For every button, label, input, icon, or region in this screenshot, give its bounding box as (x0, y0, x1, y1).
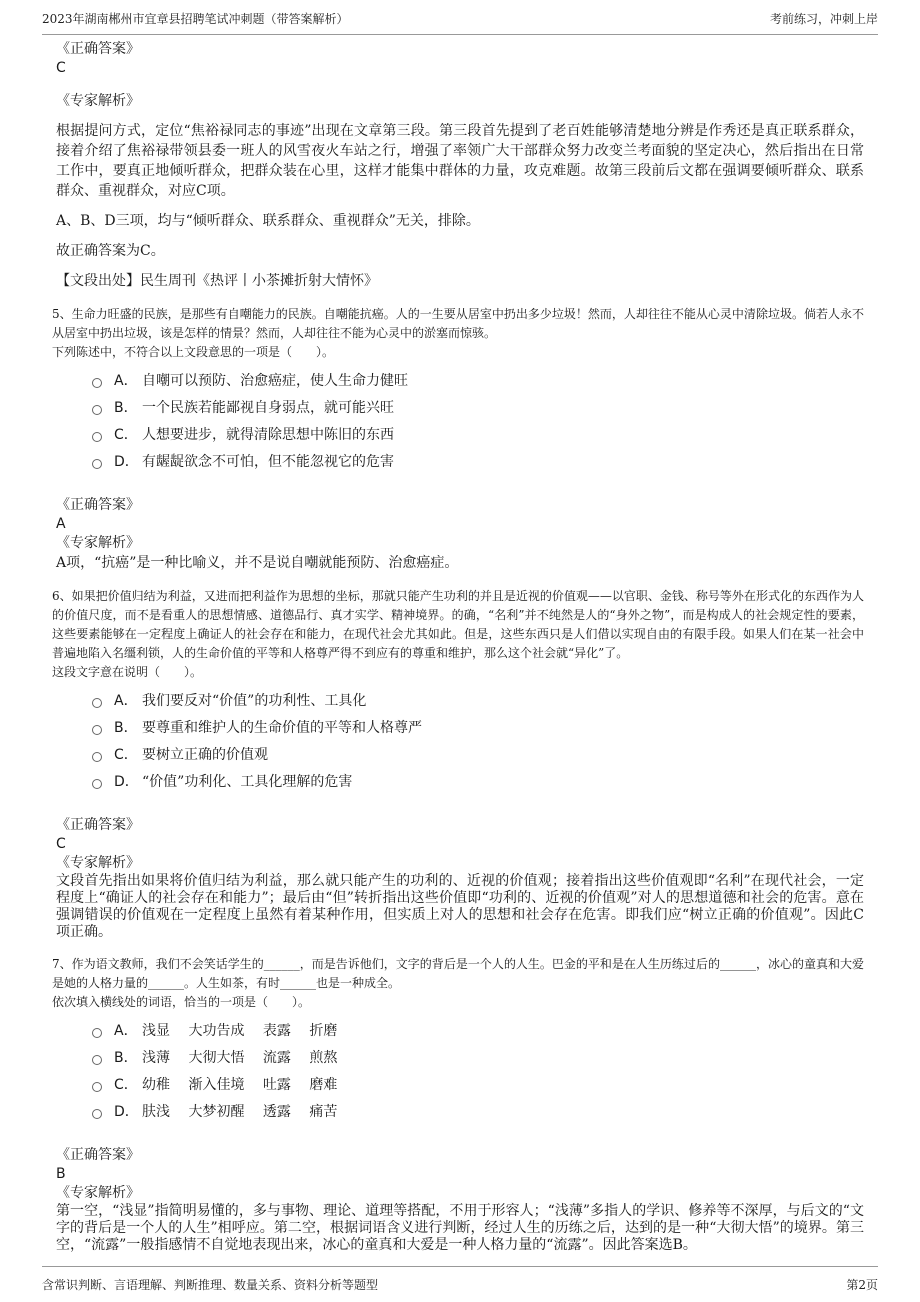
q7-analysis-label: 《专家解析》 (56, 1185, 140, 1201)
q4-analysis-paragraph: 故正确答案为C。 (56, 243, 165, 259)
q5-analysis: A项，“抗癌”是一种比喻义，并不是说自嘲就能预防、治愈癌症。 (56, 555, 459, 571)
q7-stem: 7、作为语文教师，我们不会笑话学生的______，而是告诉他们，文字的背后是一个人的人生。巴金的平和是在人生历练过后的______，冰心的童真和大爱是她的人格力量的______。人生如茶，有时______也是一种成全。 (52, 957, 864, 990)
q6-answer-label: 《正确答案》 (56, 817, 140, 833)
q4-answer: C (56, 60, 66, 76)
q4-source: 【文段出处】民生周刊《热评丨小茶摊折射大情怀》 (56, 273, 378, 289)
q5-option-d[interactable]: D． 有龌龊欲念不可怕，但不能忽视它的危害 (92, 447, 864, 474)
q6-question: 这段文字意在说明（ ）。 (52, 665, 203, 679)
q5-answer: A (56, 516, 66, 532)
q5-option-b[interactable]: B． 一个民族若能鄙视自身弱点，就可能兴旺 (92, 393, 864, 420)
q7-question: 依次填入横线处的词语，恰当的一项是（ ）。 (52, 995, 311, 1009)
page-content (52, 40, 864, 1254)
q6-option-a[interactable]: A． 我们要反对“价值”的功利性、工具化 (92, 686, 864, 713)
footer-note: 含常识判断、言语理解、判断推理、数量关系、资料分析等题型 (42, 1278, 379, 1292)
q6-answer: C (56, 836, 66, 852)
q5-option-c[interactable]: C． 人想要进步，就得清除思想中陈旧的东西 (92, 420, 864, 447)
q6-option-b[interactable]: B． 要尊重和维护人的生命价值的平等和人格尊严 (92, 713, 864, 740)
page-footer (42, 1266, 878, 1293)
q7-answer-label: 《正确答案》 (56, 1147, 140, 1163)
radio-icon[interactable] (92, 698, 102, 708)
q7-answer: B (56, 1166, 66, 1182)
q5-option-a[interactable]: A． 自嘲可以预防、治愈癌症，使人生命力健旺 (92, 366, 864, 393)
q7-analysis: 第一空，“浅显”指简明易懂的，多与事物、理论、道理等搭配，不用于形容人；“浅薄”多指人的学识、修养等不深厚，与后文的“文字的背后是一个人的人生”相呼应。第二空，根据词语含义进行判断，经过人生的历练之后，达到的是一种“大彻大悟”的境界。第三空，“流露”一般指感情不自觉地表现出来，冰心的童真和大爱是一种人格力量的“流露”。因此答案选B。 (56, 1203, 864, 1253)
radio-icon[interactable] (92, 1055, 102, 1065)
q7-options (92, 1016, 864, 1124)
page-header (42, 10, 878, 35)
header-title: 2023年湖南郴州市宜章县招聘笔试冲刺题（带答案解析） (42, 12, 349, 26)
q7-option-d[interactable]: D． 肤浅 大梦初醒 透露 痛苦 (92, 1097, 864, 1124)
radio-icon[interactable] (92, 779, 102, 789)
q6-analysis: 文段首先指出如果将价值归结为利益，那么就只能产生的功利的、近视的价值观；接着指出这些价值观即“名利”在现代社会，一定程度上“确证人的社会存在和能力”；最后由“但”转折指出这些价值即“功利的、近视的价值观”对人的思想道德和社会的危害。意在强调错误的价值观在一定程度上虽然有着某种作用，但实质上对人的思想和社会存在危害。即我们应“树立正确的价值观”。因此C项正确。 (56, 873, 864, 940)
q6-option-c[interactable]: C． 要树立正确的价值观 (92, 740, 864, 767)
q4-answer-label: 《正确答案》 (56, 41, 140, 57)
q5-answer-label: 《正确答案》 (56, 497, 140, 513)
q7-option-a[interactable]: A． 浅显 大功告成 表露 折磨 (92, 1016, 864, 1043)
q4-analysis-label: 《专家解析》 (56, 93, 140, 109)
radio-icon[interactable] (92, 1109, 102, 1119)
q6-options (92, 686, 864, 794)
q7-option-c[interactable]: C． 幼稚 渐入佳境 吐露 磨难 (92, 1070, 864, 1097)
radio-icon[interactable] (92, 725, 102, 735)
q5-question: 下列陈述中，不符合以上文段意思的一项是（ ）。 (52, 345, 335, 359)
radio-icon[interactable] (92, 432, 102, 442)
radio-icon[interactable] (92, 1028, 102, 1038)
radio-icon[interactable] (92, 405, 102, 415)
header-slogan: 考前练习，冲刺上岸 (769, 12, 878, 26)
q6-option-d[interactable]: D． “价值”功利化、工具化理解的危害 (92, 767, 864, 794)
q4-analysis-paragraph: A、B、D三项，均与“倾听群众、联系群众、重视群众”无关，排除。 (56, 213, 480, 229)
q4-analysis-paragraph: 根据提问方式，定位“焦裕禄同志的事迹”出现在文章第三段。第三段首先提到了老百姓能够清楚地分辨是作秀还是真正联系群众，接着介绍了焦裕禄带领县委一班人的风雪夜火车站之行，增强了率领广大干部群众努力改变兰考面貌的坚定决心，然后指出在日常工作中，要真正地倾听群众，把群众装在心里，这样才能集中群体的力量，攻克难题。故第三段前后文都在强调要倾听群众、联系群众、重视群众，对应C项。 (56, 123, 864, 199)
q6-stem: 6、如果把价值归结为利益，又进而把利益作为思想的坐标，那就只能产生功利的并且是近视的价值观——以官职、金钱、称号等外在形式化的东西作为人的价值尺度，而不是看重人的思想情感、道德品行、真才实学、精神境界。的确，“名利”并不纯然是人的“身外之物”，而是构成人的社会规定性的要素，这些要素能够在一定程度上确证人的社会存在和能力，在现代社会尤其如此。但是，这些东西只是人们借以实现自由的有限手段。如果人们在某一社会中普遍地陷入名缰利锁，人的生命价值的平等和人格尊严得不到应有的尊重和维护，那么这个社会就“异化”了。 (52, 589, 864, 660)
radio-icon[interactable] (92, 1082, 102, 1092)
q5-stem: 5、生命力旺盛的民族，是那些有自嘲能力的民族。自嘲能抗癌。人的一生要从居室中扔出多少垃圾！然而，人却往往不能从心灵中清除垃圾。倘若人永不从居室中扔出垃圾，该是怎样的情景？然而，人却往往不能为心灵中的淤塞而惊骇。 (52, 307, 864, 340)
q5-options (92, 366, 864, 474)
page-number: 第2页 (846, 1278, 878, 1292)
radio-icon[interactable] (92, 378, 102, 388)
q7-option-b[interactable]: B． 浅薄 大彻大悟 流露 煎熬 (92, 1043, 864, 1070)
radio-icon[interactable] (92, 752, 102, 762)
q5-analysis-label: 《专家解析》 (56, 535, 140, 551)
q6-analysis-label: 《专家解析》 (56, 855, 140, 871)
radio-icon[interactable] (92, 459, 102, 469)
